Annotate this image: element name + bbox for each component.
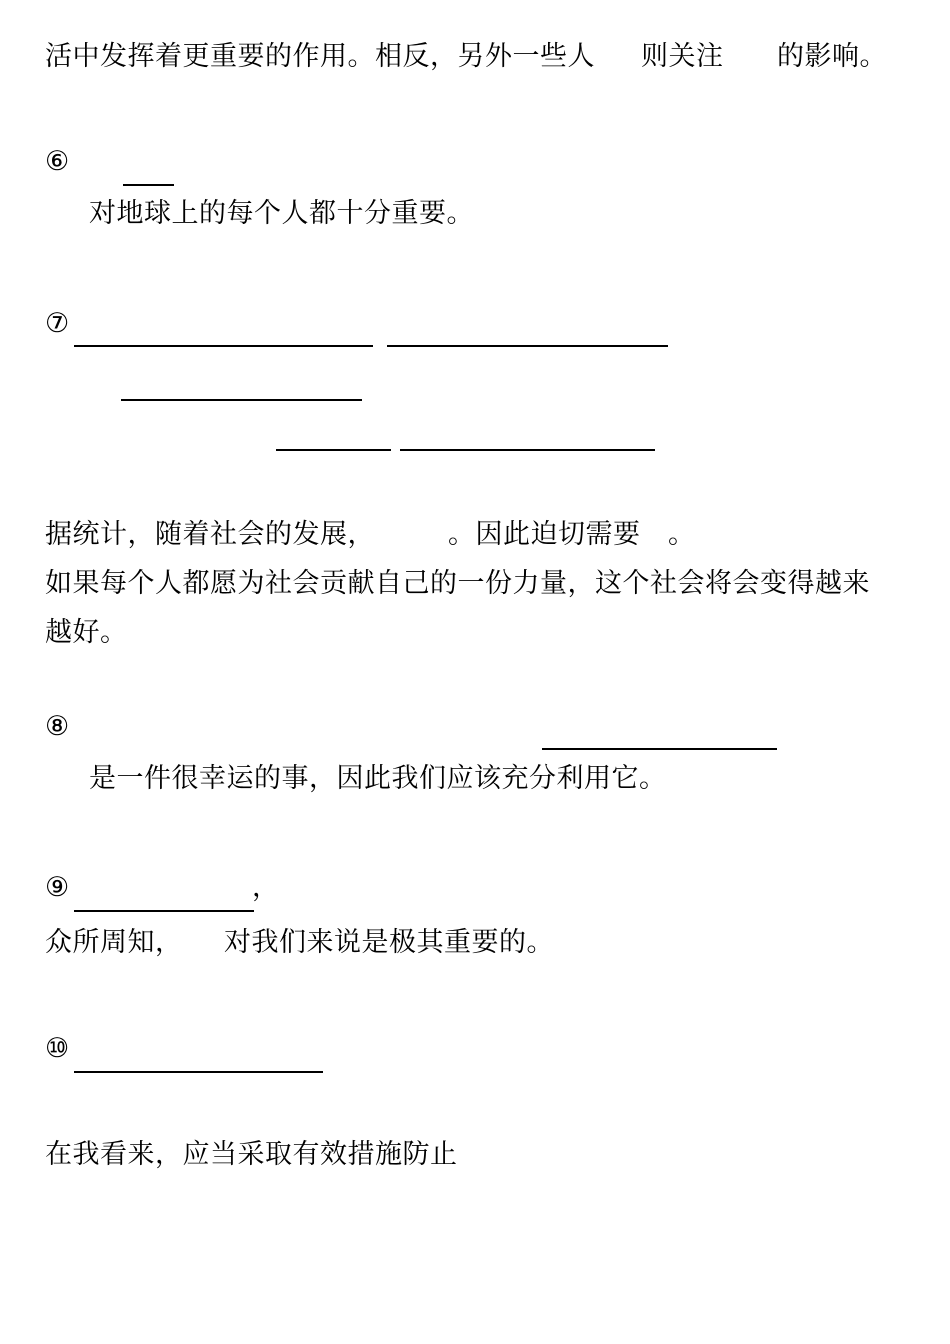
blank-line-10[interactable] bbox=[74, 1071, 323, 1073]
blank-line-7e[interactable] bbox=[400, 449, 655, 451]
text-line-1c: 的影响。 bbox=[777, 41, 887, 72]
text-line-7c: 。 bbox=[668, 519, 696, 550]
text-line-7b: 。因此迫切需要 bbox=[448, 519, 641, 550]
text-line-7e: 越好。 bbox=[45, 617, 128, 648]
item-number-6: ⑥ bbox=[45, 146, 70, 177]
blank-line-6[interactable] bbox=[123, 184, 174, 186]
item-number-7: ⑦ bbox=[45, 308, 70, 339]
text-line-1b: 则关注 bbox=[641, 41, 724, 72]
text-line-9a: 众所周知， bbox=[45, 927, 183, 958]
text-line-9b: 对我们来说是极其重要的。 bbox=[224, 927, 554, 958]
blank-line-7a[interactable] bbox=[74, 345, 373, 347]
text-line-6: 对地球上的每个人都十分重要。 bbox=[89, 198, 474, 229]
blank-line-7b[interactable] bbox=[387, 345, 668, 347]
blank-line-9[interactable] bbox=[74, 910, 254, 912]
blank-line-8[interactable] bbox=[542, 748, 777, 750]
text-line-7d: 如果每个人都愿为社会贡献自己的一份力量，这个社会将会变得越来 bbox=[45, 568, 870, 599]
item-number-8: ⑧ bbox=[45, 711, 70, 742]
comma-9: ， bbox=[252, 872, 280, 903]
text-line-8: 是一件很幸运的事，因此我们应该充分利用它。 bbox=[89, 763, 667, 794]
blank-line-7c[interactable] bbox=[121, 399, 362, 401]
text-line-7a: 据统计，随着社会的发展， bbox=[45, 519, 375, 550]
text-line-1a: 活中发挥着更重要的作用。相反，另外一些人 bbox=[45, 41, 595, 72]
item-number-9: ⑨ bbox=[45, 872, 70, 903]
item-number-10: ⑩ bbox=[45, 1033, 70, 1064]
blank-line-7d[interactable] bbox=[276, 449, 391, 451]
text-line-10: 在我看来，应当采取有效措施防止 bbox=[45, 1139, 458, 1170]
